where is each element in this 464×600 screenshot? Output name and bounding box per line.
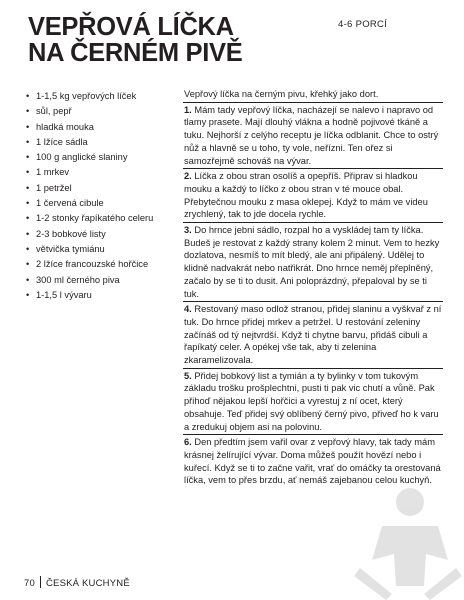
page-footer bbox=[24, 576, 130, 589]
step-text: Restovaný maso odlož stranou, přidej slaninu a vyškvař z ní tuk. Do hrnce přidej mrkev a petržel. U restování zeleniny začínáš od tý nejtvrdší. Když ti chytne barvu, přidáš cibuli a řapíkatý celer. A opékej vše tak, aby ti zelenina zkaramelizovala. bbox=[184, 304, 442, 366]
recipe-title-line-1: VEPŘOVÁ LÍČKA bbox=[28, 13, 234, 41]
ingredient-text: 1-1,5 l vývaru bbox=[36, 289, 92, 300]
bullet-icon: • bbox=[26, 106, 30, 117]
step-2 bbox=[184, 170, 442, 221]
ingredient-text: 300 ml černého piva bbox=[36, 274, 120, 285]
ingredient-text: 1 červená cibule bbox=[36, 198, 104, 209]
bullet-icon: • bbox=[26, 243, 30, 254]
instructions-column bbox=[184, 88, 442, 490]
step-text: Přidej bobkový list a tymián a ty bylinky v tom tukovým základu trošku prošplechtni, pusti ti pak vic chutí a vůně. Pak přihoď nějakou lepší hořčici a vyrestuj z ní ocet, který obsahuje. Teď přidej svý oblíbený černý pivo, přiveď ho k varu a zredukuj objem asi na polovinu. bbox=[184, 370, 439, 432]
divider-line bbox=[183, 168, 443, 169]
step-text: Líčka z obou stran osolíš a opepříš. Připrav si hladkou mouku a každý to líčko z obou stran v té mouce obal. Přebytečnou mouku z masa oklepej. Když to mám ve videu zrychlený, tak to jde docela rychle. bbox=[184, 171, 428, 220]
bullet-icon: • bbox=[26, 91, 30, 101]
ingredient-text: 1-2 stonky řapíkatého celeru bbox=[36, 213, 154, 224]
step-number: 4. bbox=[184, 304, 192, 315]
portions-label: 4-6 PORCÍ bbox=[338, 19, 388, 30]
footer-divider bbox=[40, 576, 41, 588]
ingredient-text: 2-3 bobkové listy bbox=[36, 228, 106, 239]
chef-logo-watermark-icon bbox=[352, 468, 464, 600]
divider-line bbox=[183, 368, 443, 369]
ingredient-item bbox=[26, 258, 162, 271]
step-number: 1. bbox=[184, 104, 192, 115]
step-number: 6. bbox=[184, 437, 192, 448]
divider-line bbox=[183, 434, 443, 435]
bullet-icon: • bbox=[26, 121, 30, 132]
bullet-icon: • bbox=[26, 167, 30, 178]
bullet-icon: • bbox=[26, 274, 30, 285]
step-number: 5. bbox=[184, 370, 192, 381]
step-3 bbox=[184, 224, 442, 300]
ingredient-text: sůl, pepř bbox=[36, 106, 72, 117]
ingredient-item bbox=[26, 274, 162, 287]
ingredient-item bbox=[26, 228, 162, 241]
section-title: ČESKÁ KUCHYNĚ bbox=[45, 578, 130, 589]
bullet-icon: • bbox=[26, 198, 30, 209]
ingredient-item bbox=[26, 136, 162, 149]
ingredient-text: 1-1,5 kg vepřových líček bbox=[36, 91, 137, 101]
step-text: Den předtím jsem vařil ovar z vepřový hlavy, tak tady mám krásnej želírující vývar. Doma můžeš použít hovězí nebo i kuřecí. Když se ti to začne vařit, vrať do omáčky ta orestovaná líčka, vem to přes brzdu, ať nemáš zajebanou celou kuchyň. bbox=[184, 437, 441, 486]
ingredient-list bbox=[26, 90, 162, 304]
page-number: 70 bbox=[24, 578, 35, 589]
ingredient-text: hladká mouka bbox=[36, 121, 94, 132]
divider-line bbox=[183, 222, 443, 223]
bullet-icon: • bbox=[26, 259, 30, 270]
ingredient-text: 100 g anglické slaniny bbox=[36, 152, 128, 163]
step-number: 2. bbox=[184, 171, 192, 182]
ingredient-item bbox=[26, 151, 162, 164]
ingredient-item bbox=[26, 90, 162, 103]
bullet-icon: • bbox=[26, 289, 30, 300]
ingredient-text: 2 lžíce francouzské hořčice bbox=[36, 259, 149, 270]
bullet-icon: • bbox=[26, 152, 30, 163]
divider-line bbox=[183, 102, 443, 103]
step-5 bbox=[184, 370, 442, 434]
ingredient-item bbox=[26, 166, 162, 179]
bullet-icon: • bbox=[26, 182, 30, 193]
step-number: 3. bbox=[184, 225, 192, 236]
recipe-title bbox=[28, 14, 328, 66]
recipe-title-line-2: NA ČERNÉM PIVĚ bbox=[28, 39, 243, 67]
ingredient-item bbox=[26, 289, 162, 302]
ingredient-text: 1 lžíce sádla bbox=[36, 136, 88, 147]
bullet-icon: • bbox=[26, 228, 30, 239]
ingredient-text: 1 petržel bbox=[36, 182, 72, 193]
ingredient-text: 1 mrkev bbox=[36, 167, 70, 178]
step-1 bbox=[184, 104, 442, 168]
step-text: Mám tady vepřový líčka, nacházejí se nalevo i napravo od tlamy prasete. Mají dlouhý vlákna a hodně pojivové tkáně a tuku. Nejhorší z celýho receptu je líčka odblanit. Chce to ostrý nůž a hlavně se u toho, ty vole, neřízni. Ten ořez si samozřejmě schováš na vývar. bbox=[184, 104, 439, 166]
divider-line bbox=[183, 301, 443, 302]
step-4 bbox=[184, 303, 442, 367]
step-text: Do hrnce jebni sádlo, rozpal ho a vyskládej tam ty líčka. Budeš je restovat z každý strany kolem 2 minut. Vem to hezky dozlatova, nesmíš to mít bledý, ale ani připálený. Udělej to klidně nadvakrát nebo natřikrát. Dno hrnce neměj přeplněný, začalo by se ti to dusit. Ani poloprázdný, přepaloval by se ti tuk. bbox=[184, 225, 440, 299]
ingredient-item bbox=[26, 212, 162, 225]
bullet-icon: • bbox=[26, 213, 30, 224]
ingredient-item bbox=[26, 121, 162, 134]
recipe-intro: Vepřový líčka na černým pivu, křehký jako dort. bbox=[184, 89, 379, 99]
bullet-icon: • bbox=[26, 136, 30, 147]
ingredient-item bbox=[26, 243, 162, 256]
ingredient-text: větvička tymiánu bbox=[36, 243, 105, 254]
ingredient-item bbox=[26, 197, 162, 210]
ingredient-item bbox=[26, 105, 162, 118]
ingredient-item bbox=[26, 182, 162, 195]
